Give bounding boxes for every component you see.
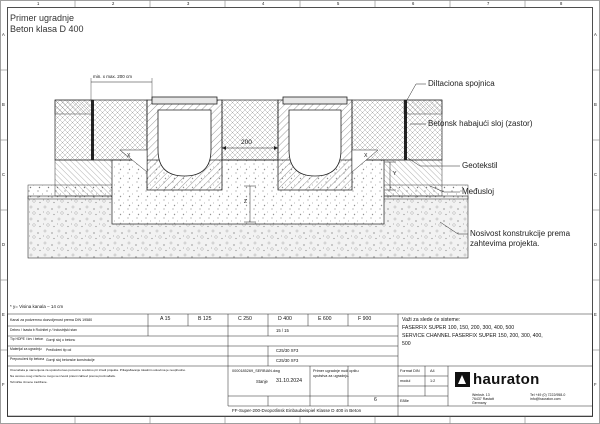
row-f-right: F	[594, 382, 597, 387]
dim-200: 200	[241, 139, 252, 146]
channel-2	[278, 97, 352, 190]
dilatation-joint-2	[404, 100, 407, 160]
dim-z: Z	[244, 199, 248, 205]
grate-2	[283, 97, 347, 104]
date-value: 31.10.2024	[276, 378, 302, 384]
right-subbase	[382, 160, 442, 196]
callout-concrete-bed: Betonsk habajući sloj (zastor)	[428, 119, 533, 128]
callout-geotextile: Geotekstil	[462, 161, 498, 170]
class-e600: E 600	[318, 316, 332, 322]
class-a15: A 15	[160, 316, 171, 322]
company-name: hauraton	[473, 371, 540, 388]
callout-base-line2: zahtevima projekta.	[470, 239, 540, 248]
col-5: 5	[337, 0, 340, 6]
row-c: C	[2, 172, 6, 177]
row-e: E	[2, 312, 5, 317]
legal-2: Na osnovu ovog crteža ne mogu se izvesti pravni zahtevi prema proizvođaču.	[10, 374, 117, 378]
doc-number: 0000185269_SERBIAN.dwg	[232, 369, 280, 373]
row-d-right: D	[594, 242, 598, 247]
col-6: 6	[412, 0, 415, 6]
date-label: Stanje	[256, 379, 268, 384]
format-label: Format DIN	[400, 369, 420, 373]
row-c-right: C	[594, 172, 598, 177]
min-max-label: min. x max. 200 cm	[93, 74, 133, 79]
col-4: 4	[262, 0, 265, 6]
description: FF-Super-200-Dvopotlinsk Einbaubeispiel Klasse D 400 in Beton	[232, 408, 362, 413]
products-title: Važi za slede će sisteme:	[402, 317, 461, 323]
sheet-number: 6	[374, 397, 377, 403]
callout-interlayer: Međusloj	[462, 187, 495, 196]
col-3: 3	[187, 0, 190, 6]
class-row-label: Kanal za podzemnu dozvoljenost prema DIN 19580	[10, 318, 93, 322]
class-f900: F 900	[358, 316, 372, 322]
legal-3: Tehničke izmene zadržane.	[10, 380, 48, 384]
row2-label: Debeo / Isasta b Ročnitet y / Industrijski stan	[10, 328, 77, 332]
col-2: 2	[112, 0, 115, 6]
row-a: A	[2, 32, 5, 37]
row-e-right: E	[594, 312, 597, 317]
products-line3: 500	[402, 341, 411, 347]
row3-label: Tip HDPE i krv i beton	[10, 337, 44, 341]
dim-y: Y	[393, 171, 397, 177]
callout-base-line1: Nosivost konstrukcije prema	[470, 229, 571, 238]
row3-sub: Gornji sloj u betonu	[46, 338, 76, 342]
row-b: B	[2, 102, 5, 107]
note-1: Primer ugradnje nudi opštu	[313, 369, 359, 373]
dim-x-left: X	[127, 153, 131, 159]
legal-1: Ova tabela je namenjena za upotrebu kao pomoćno sredstvo pri izradi projekta. Prilagođavanje lokalnim uslovima je neophodno.	[10, 368, 186, 372]
dilatation-joint-1	[91, 100, 94, 160]
module-val: 1:2	[430, 379, 436, 383]
channel-1	[147, 97, 222, 190]
row-f: F	[2, 382, 5, 387]
cross-section	[28, 78, 468, 258]
row-a-right: A	[594, 32, 597, 37]
callout-dilatation: Diltaciona spojnica	[428, 79, 495, 88]
row5-val: C25/30 XF3	[276, 358, 299, 363]
grate-1	[152, 97, 217, 104]
note-2: uputstva za ugradnju.	[313, 374, 350, 378]
address-2: 76437 Rastatt	[472, 397, 494, 401]
row4-val: C25/30 XF3	[276, 348, 299, 353]
col-1: 1	[37, 0, 40, 6]
row-d: D	[2, 242, 6, 247]
module-label: modul	[400, 379, 411, 383]
row4-mid: Predloženi tip od	[46, 348, 72, 352]
header-title-line2: Beton klasa D 400	[10, 24, 84, 34]
row2-val: 15 / 15	[276, 328, 289, 333]
row5-mid: Gornji sloj betonske konstrukcije	[46, 358, 95, 362]
col-7: 7	[487, 0, 490, 6]
address-1: Werkstr. 13	[472, 393, 490, 397]
row5-label: Preporučeni tip betona	[10, 357, 45, 361]
address-3: Germany	[472, 401, 487, 405]
products-line2: SERVICE CHANNEL FASERFIX SUPER 150, 200, 300, 400,	[402, 333, 543, 339]
dim-x-right: X	[364, 153, 368, 159]
class-d400: D 400	[278, 316, 292, 322]
unit-val: E88e	[400, 399, 409, 403]
contact-2: info@hauraton.com	[530, 397, 561, 401]
footnote: * y= Visina kanala – 14 cm	[10, 304, 64, 309]
row4-label: Materijal za ugradnju	[10, 347, 42, 351]
contact-1: Tel +49 (0) 7222/958-0	[530, 393, 566, 397]
class-c250: C 250	[238, 316, 252, 322]
class-b125: B 125	[198, 316, 212, 322]
hauraton-logo-mark	[455, 372, 470, 387]
products-line1: FASERFIX SUPER 100, 150, 200, 300, 400, 500	[402, 325, 515, 331]
header-title-line1: Primer ugradnje	[10, 13, 75, 23]
row-b-right: B	[594, 102, 597, 107]
surface-center	[222, 100, 278, 160]
col-8: 8	[560, 0, 563, 6]
format-val: A4	[430, 369, 435, 373]
left-subbase	[55, 160, 115, 196]
